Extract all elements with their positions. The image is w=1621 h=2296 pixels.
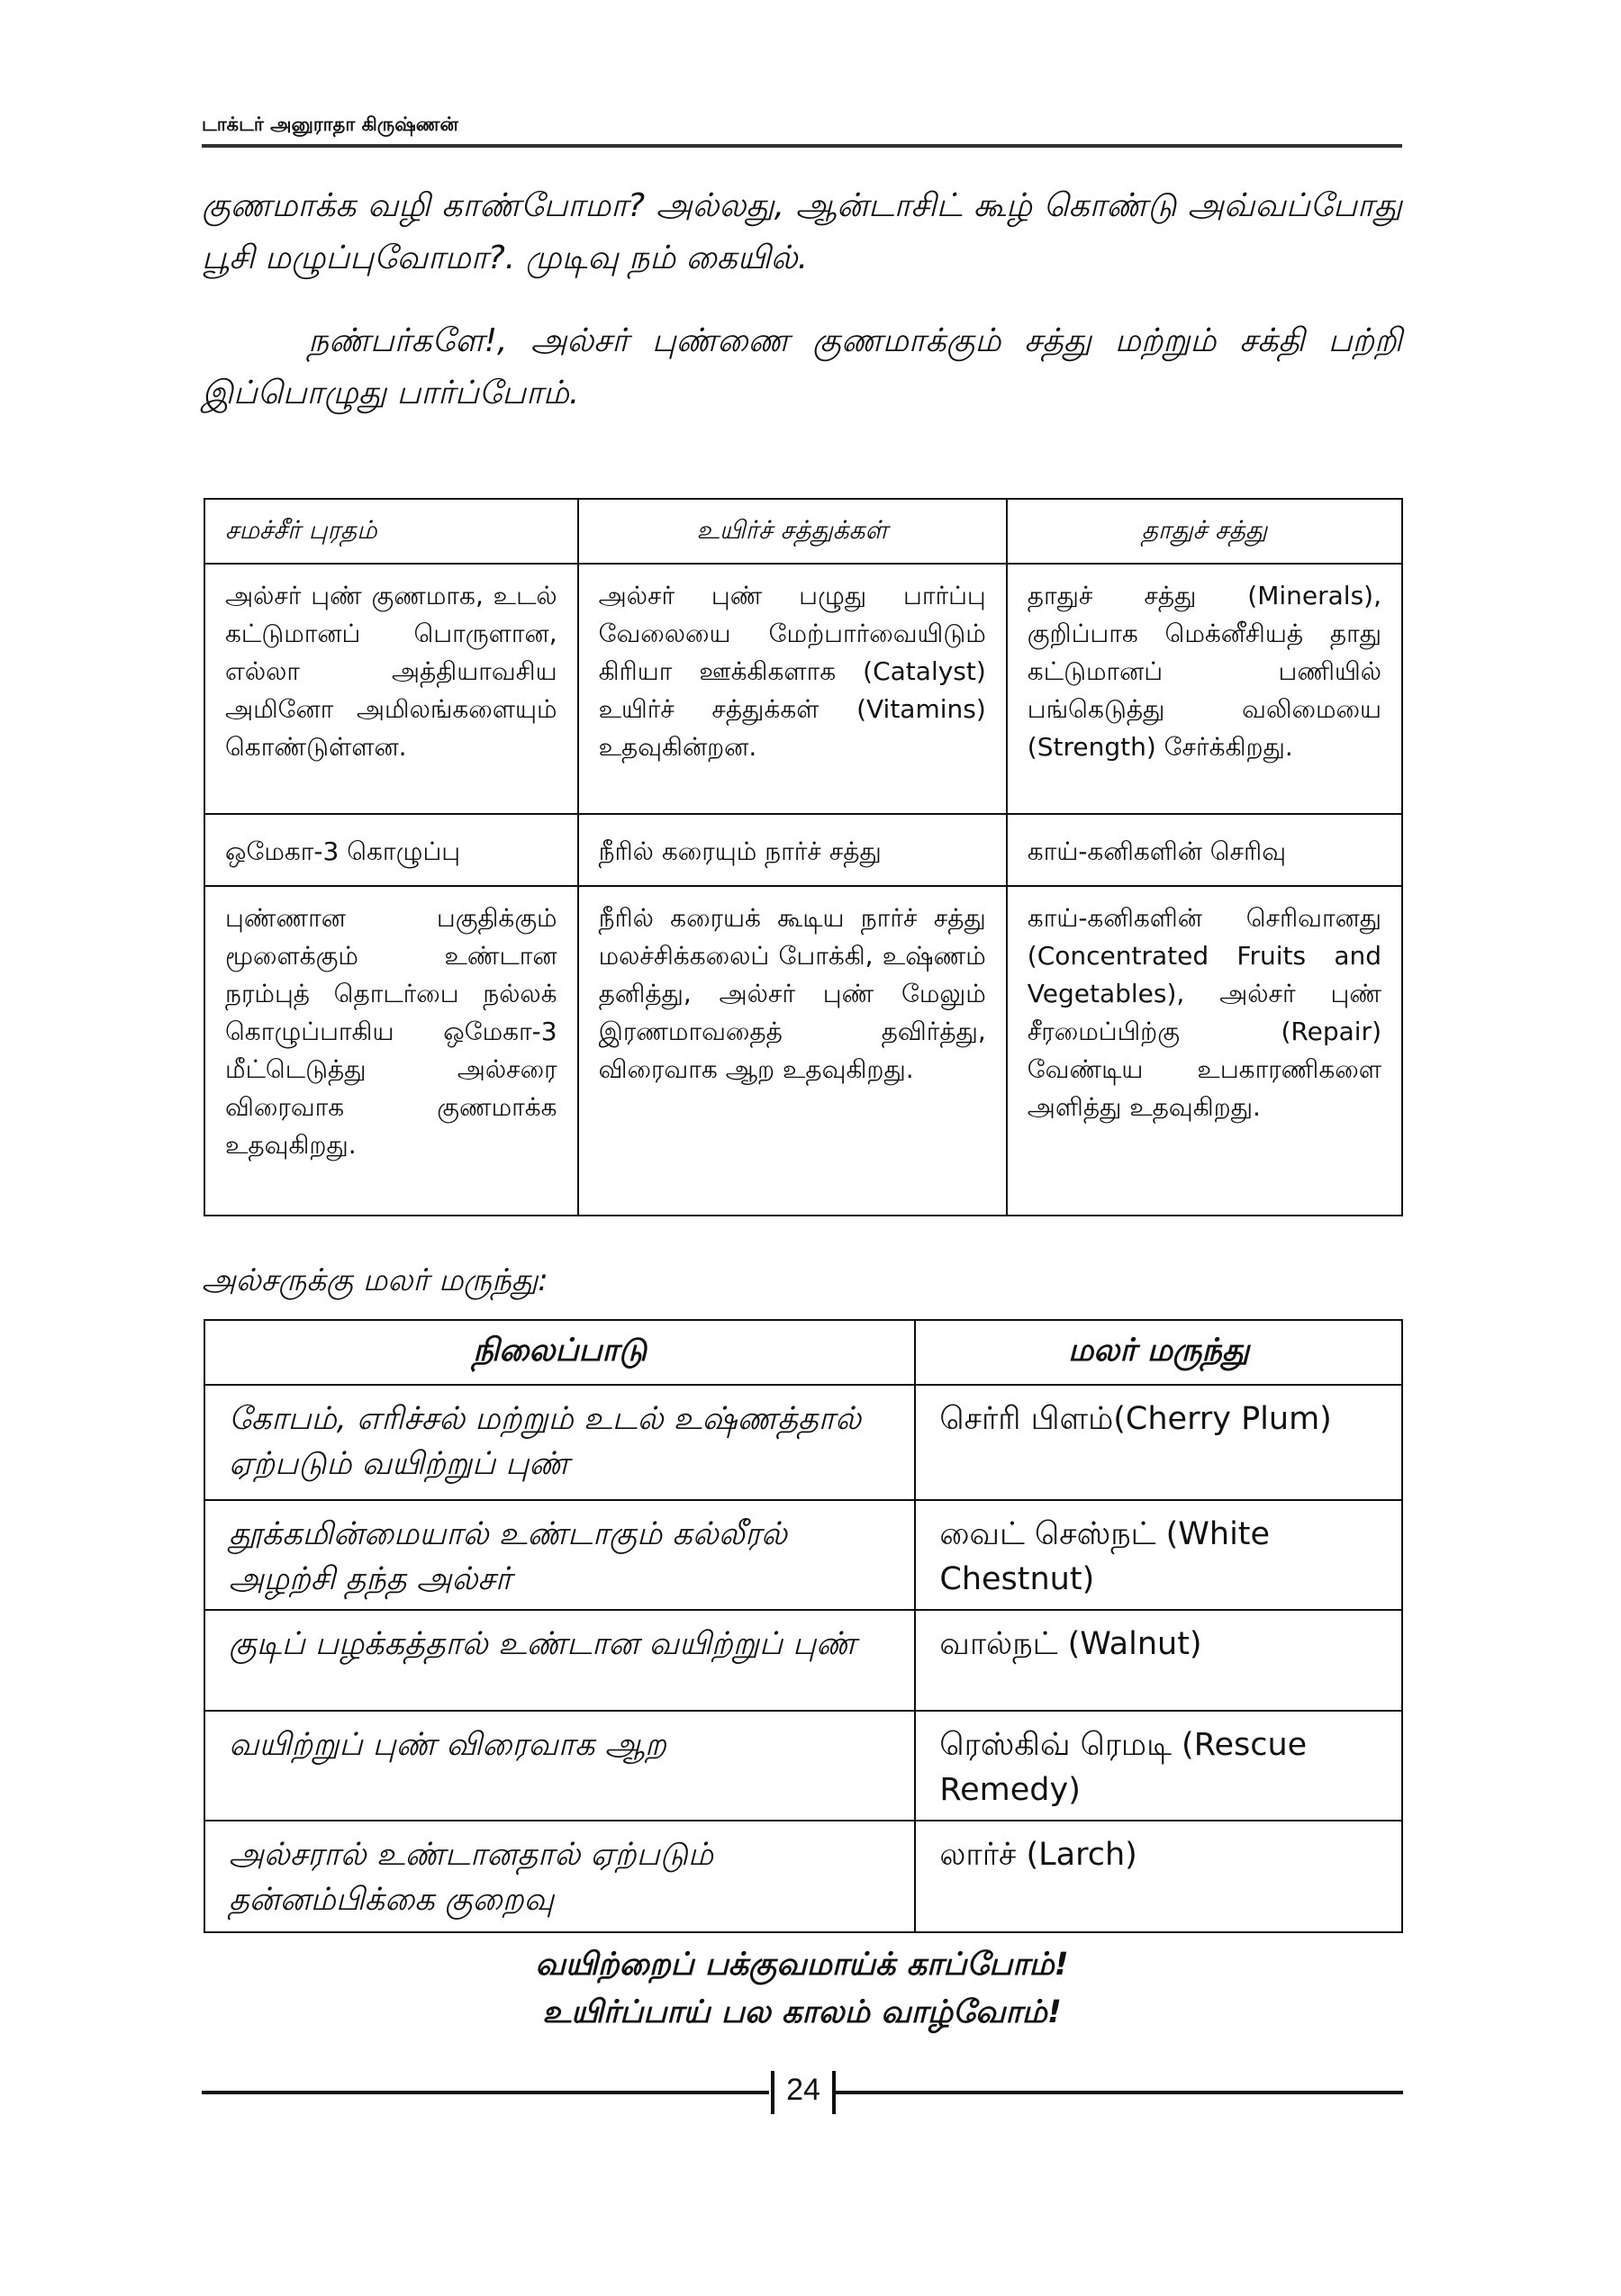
remedy-table [204, 1319, 1403, 1933]
nutrition-subheader-fiber: நீரில் கரையும் நார்ச் சத்து [578, 814, 1007, 886]
remedy-name: வைட் செஸ்நட் (White Chestnut) [915, 1500, 1402, 1610]
header-rule [202, 144, 1402, 148]
nutrition-cell-vitamins: அல்சர் புண் பழுது பார்ப்பு வேலையை மேற்பார்வையிடும் கிரியா ஊக்கிகளாக (Catalyst) உயிர்ச் சத்துக்கள் (Vitamins) உதவுகின்றன. [578, 564, 1007, 814]
remedy-heading: அல்சருக்கு மலர் மருந்து: [202, 1262, 548, 1298]
nutrition-table [204, 498, 1403, 1216]
remedy-header-remedy: மலர் மருந்து [915, 1320, 1402, 1385]
table-row [204, 1711, 1402, 1821]
page-number: 24 [786, 2073, 820, 2107]
nutrition-cell-fruits: காய்-கனிகளின் செரிவானது (Concentrated Fruits and Vegetables), அல்சர் புண் சீரமைப்பிற்கு (Repair) வேண்டிய உபகாரணிகளை அளித்து உதவுகிறது. [1007, 886, 1402, 1216]
remedy-condition: வயிற்றுப் புண் விரைவாக ஆற [204, 1711, 915, 1821]
remedy-name: செர்ரி பிளம்(Cherry Plum) [915, 1385, 1402, 1500]
nutrition-header-vitamins: உயிர்ச் சத்துக்கள் [578, 499, 1007, 564]
table-row [204, 1821, 1402, 1932]
nutrition-header-protein: சமச்சீர் புரதம் [204, 499, 578, 564]
table-row [204, 1500, 1402, 1610]
nutrition-cell-omega3: புண்ணான பகுதிக்கும் மூளைக்கும் உண்டான நரம்புத் தொடர்பை நல்லக் கொழுப்பாகிய ஒமேகா-3 மீட்டெடுத்து அல்சரை விரைவாக குணமாக்க உதவுகிறது. [204, 886, 578, 1216]
remedy-condition: தூக்கமின்மையால் உண்டாகும் கல்லீரல் அழற்சி தந்த அல்சர் [204, 1500, 915, 1610]
nutrition-cell-minerals: தாதுச் சத்து (Minerals), குறிப்பாக மெக்னீசியத் தாது கட்டுமானப் பணியில் பங்கெடுத்து வலிமையை (Strength) சேர்க்கிறது. [1007, 564, 1402, 814]
closing-line-1: வயிற்றைப் பக்குவமாய்க் காப்போம்! [535, 1947, 1069, 1983]
remedy-condition: அல்சரால் உண்டானதால் ஏற்படும் தன்னம்பிக்கை குறைவு [204, 1821, 915, 1932]
nutrition-subheader-fruits: காய்-கனிகளின் செரிவு [1007, 814, 1402, 886]
footer-rule-left [202, 2091, 769, 2094]
intro-paragraph-2: நண்பர்களே!, அல்சர் புண்ணை குணமாக்கும் சத்து மற்றும் சக்தி பற்றி இப்பொழுது பார்ப்போம். [202, 322, 1402, 411]
table-row [204, 1610, 1402, 1711]
footer-rule-right [836, 2091, 1403, 2094]
remedy-name: வால்நட் (Walnut) [915, 1610, 1402, 1711]
running-header-author: டாக்டர் அனுராதா கிருஷ்ணன் [202, 113, 458, 135]
closing-line-2: உயிர்ப்பாய் பல காலம் வாழ்வோம்! [542, 1994, 1062, 2030]
remedy-name: ரெஸ்கிவ் ரெமடி (Rescue Remedy) [915, 1711, 1402, 1821]
nutrition-header-minerals: தாதுச் சத்து [1007, 499, 1402, 564]
remedy-header-condition: நிலைப்பாடு [204, 1320, 915, 1385]
nutrition-subheader-omega3: ஒமேகா-3 கொழுப்பு [204, 814, 578, 886]
nutrition-cell-fiber: நீரில் கரையக் கூடிய நார்ச் சத்து மலச்சிக்கலைப் போக்கி, உஷ்ணம் தனித்து, அல்சர் புண் மேலும் இரணமாவதைத் தவிர்த்து, விரைவாக ஆற உதவுகிறது. [578, 886, 1007, 1216]
nutrition-cell-protein: அல்சர் புண் குணமாக, உடல் கட்டுமானப் பொருளான, எல்லா அத்தியாவசிய அமினோ அமிலங்களையும் கொண்டுள்ளன. [204, 564, 578, 814]
remedy-condition: கோபம், எரிச்சல் மற்றும் உடல் உஷ்ணத்தால் ஏற்படும் வயிற்றுப் புண் [204, 1385, 915, 1500]
remedy-name: லார்ச் (Larch) [915, 1821, 1402, 1932]
intro-paragraph-1: குணமாக்க வழி காண்போமா? அல்லது, ஆன்டாசிட் கூழ் கொண்டு அவ்வப்போது பூசி மழுப்புவோமா?. முடிவு நம் கையில். [202, 187, 1402, 276]
table-row [204, 1385, 1402, 1500]
remedy-condition: குடிப் பழக்கத்தால் உண்டான வயிற்றுப் புண் [204, 1610, 915, 1711]
